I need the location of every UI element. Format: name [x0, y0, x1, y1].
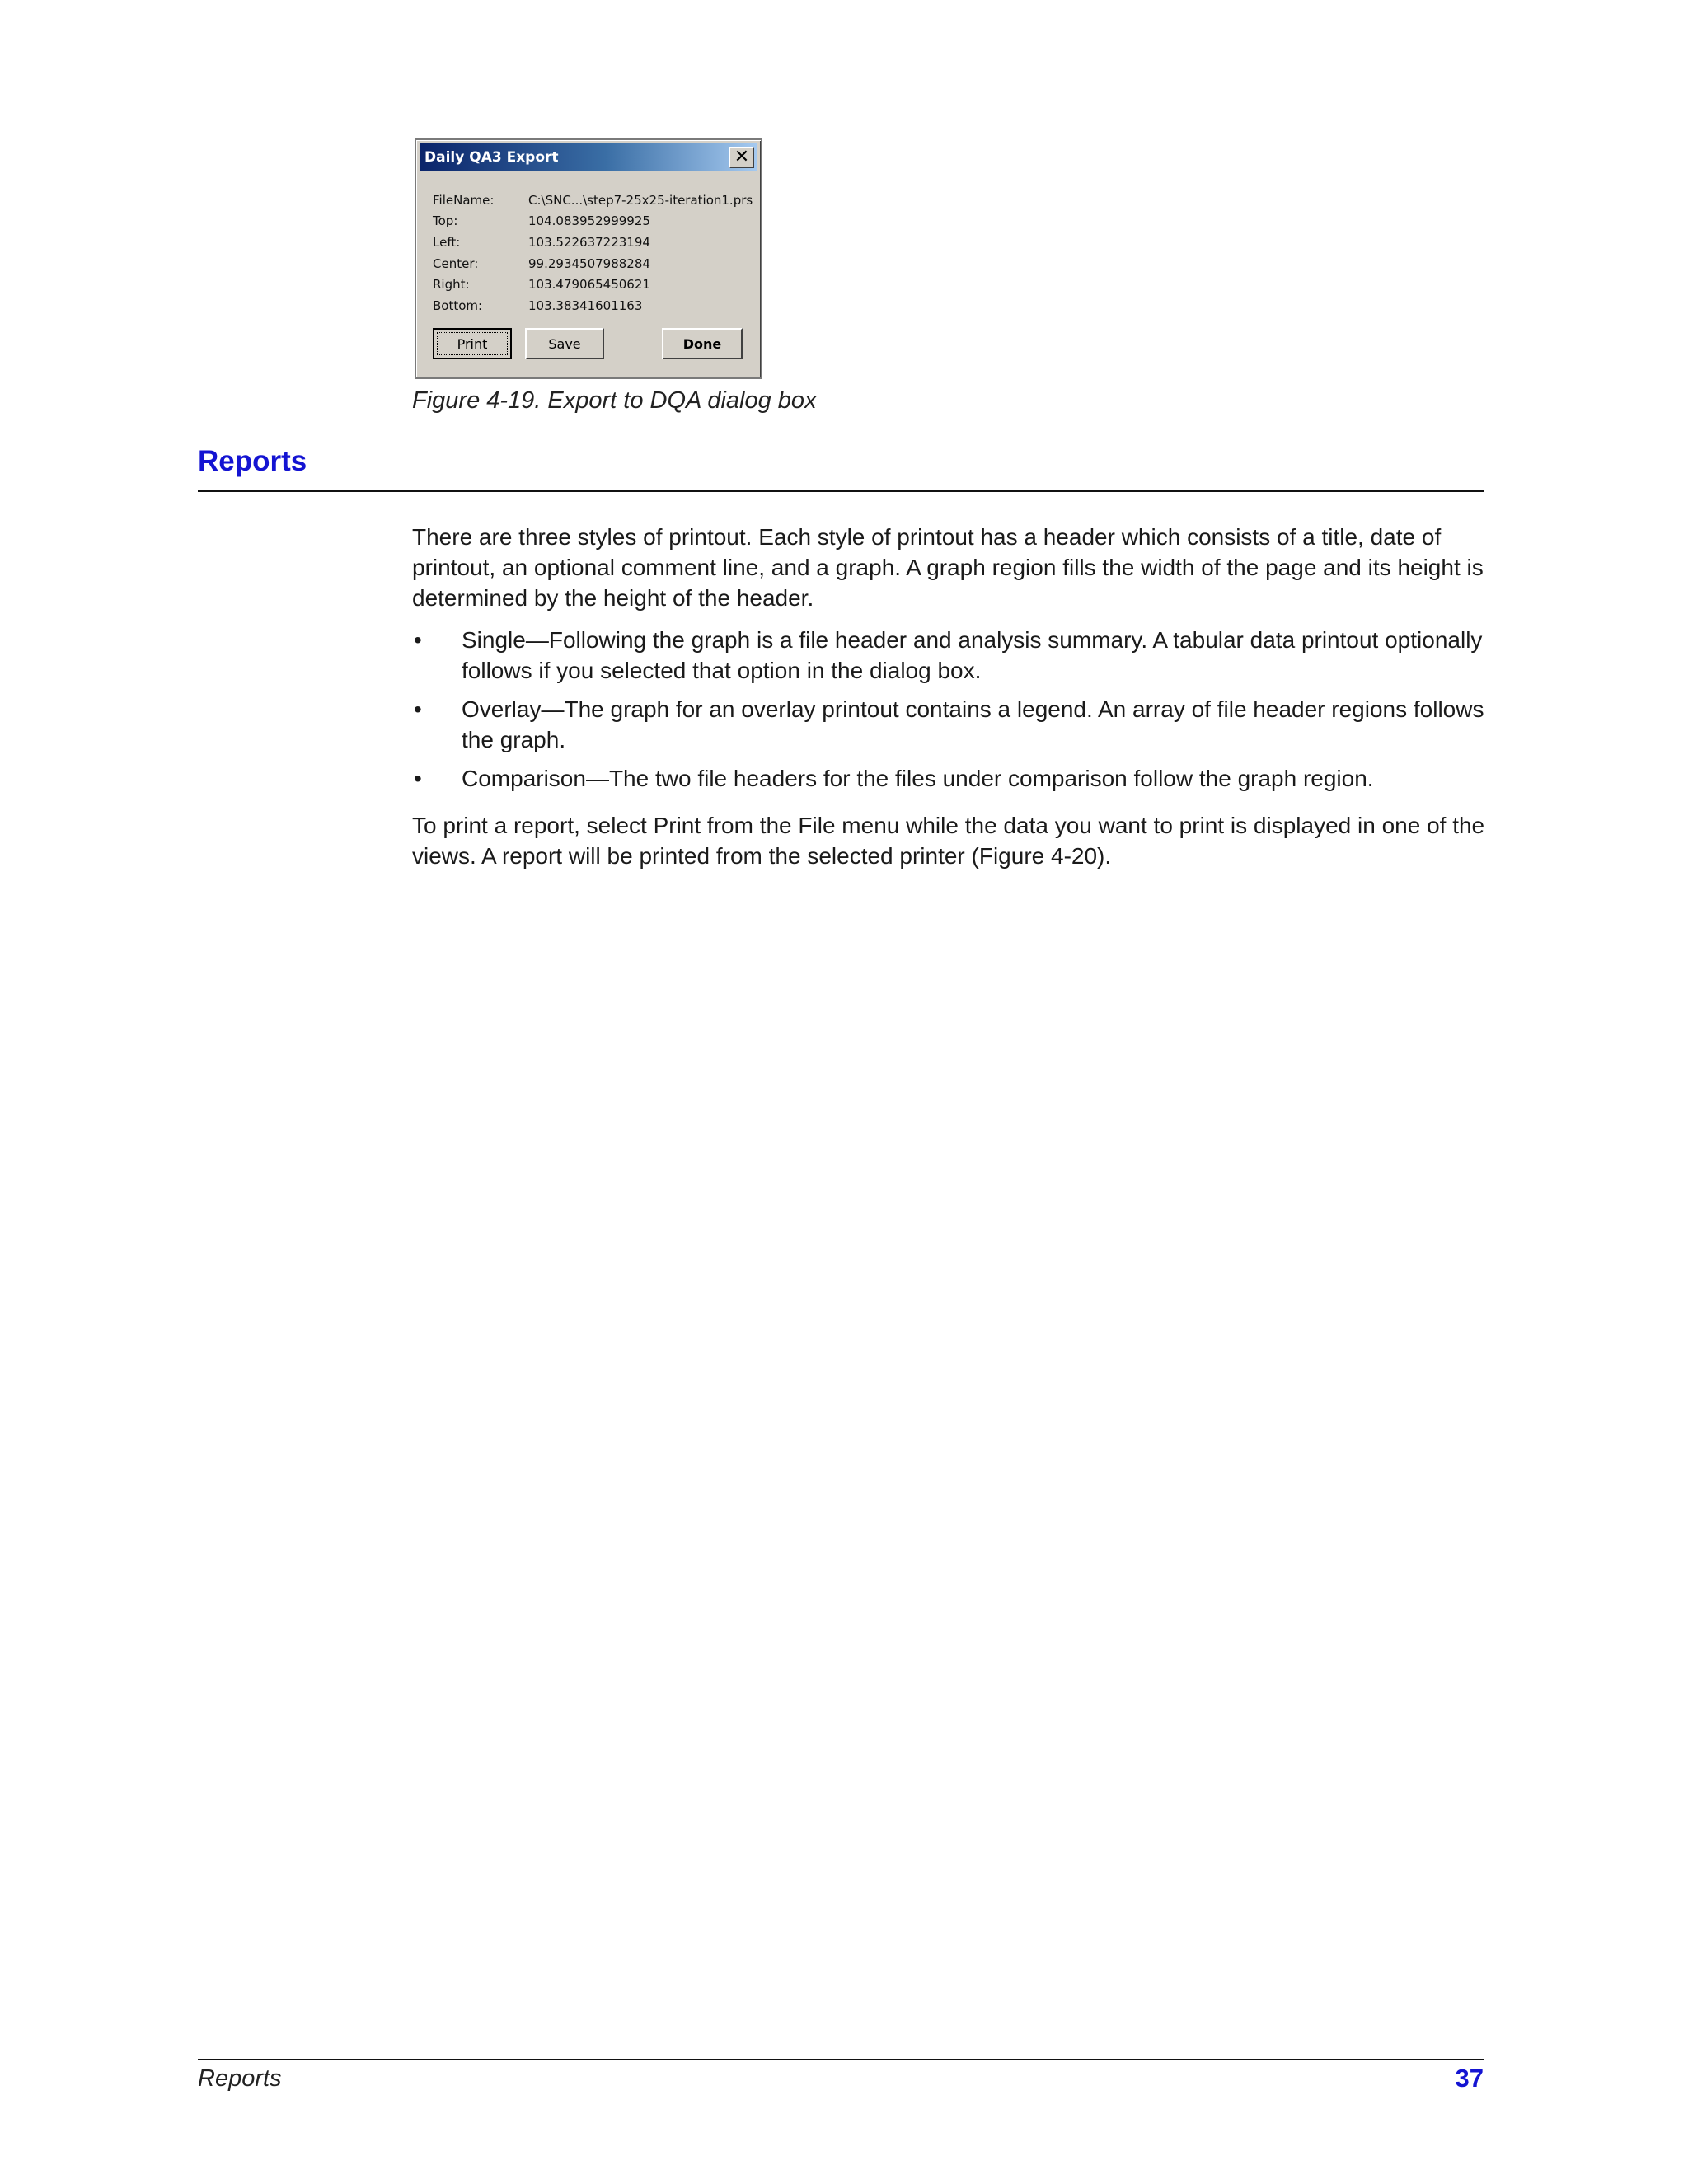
field-label: Bottom:	[433, 298, 483, 313]
save-button[interactable]: Save	[525, 328, 604, 359]
list-item	[412, 694, 1488, 755]
section-heading: Reports	[198, 445, 307, 477]
section-divider	[198, 490, 1484, 492]
list-item-text: Comparison—The two file headers for the files under comparison follow the graph region.	[462, 766, 1374, 791]
field-label: Top:	[433, 213, 458, 229]
field-row-center	[433, 253, 757, 274]
field-value: 103.479065450621	[528, 277, 650, 293]
intro-paragraph: There are three styles of printout. Each style of printout has a header which consists of a title, date of printout, an optional comment line, and a graph. A graph region fills the width of the page and its height is determined by the height of the header.	[412, 524, 1484, 611]
field-value: 103.38341601163	[528, 298, 643, 313]
field-label: FileName:	[433, 192, 495, 208]
done-button[interactable]: Done	[662, 328, 743, 359]
field-value: 99.2934507988284	[528, 255, 650, 271]
field-row-bottom	[433, 295, 757, 316]
field-row-left	[433, 232, 757, 253]
field-label: Left:	[433, 234, 461, 250]
list-item-text: Single—Following the graph is a file header and analysis summary. A tabular data printout optionally follows if you selected that option in the dialog box.	[462, 627, 1483, 683]
field-row-right	[433, 274, 757, 295]
dialog-fields	[433, 190, 757, 316]
bullet-icon: •	[414, 696, 422, 722]
figure-caption: Figure 4-19. Export to DQA dialog box	[412, 387, 817, 414]
printout-styles-list	[412, 625, 1488, 794]
list-item-text: Overlay—The graph for an overlay printout contains a legend. An array of file header regions follows the graph.	[462, 696, 1484, 752]
dialog-titlebar	[420, 143, 757, 171]
section-body	[412, 522, 1488, 883]
dialog-title: Daily QA3 Export	[424, 149, 559, 166]
field-row-top	[433, 211, 757, 232]
bullet-icon: •	[414, 627, 422, 653]
field-value: 103.522637223194	[528, 234, 650, 250]
field-row-filename	[433, 190, 757, 211]
close-button[interactable]	[729, 147, 754, 168]
footer-divider	[198, 2059, 1484, 2060]
closing-paragraph: To print a report, select Print from the File menu while the data you want to print is displayed in one of the views. A report will be printed from the selected printer (Figure 4-20).	[412, 813, 1485, 869]
daily-qa3-export-dialog	[415, 138, 762, 379]
field-label: Center:	[433, 255, 479, 271]
field-value: C:\SNC...\step7-25x25-iteration1.prs	[528, 192, 753, 208]
print-button[interactable]: Print	[433, 328, 512, 359]
list-item	[412, 625, 1488, 686]
page-number: 37	[1455, 2064, 1484, 2093]
field-value: 104.083952999925	[528, 213, 650, 229]
field-label: Right:	[433, 277, 470, 293]
close-icon: ✕	[734, 147, 750, 167]
footer-section-title: Reports	[198, 2065, 282, 2092]
list-item	[412, 763, 1488, 794]
bullet-icon: •	[414, 766, 422, 791]
